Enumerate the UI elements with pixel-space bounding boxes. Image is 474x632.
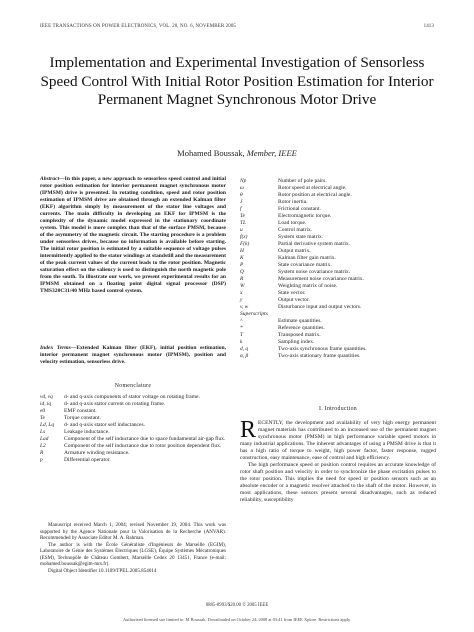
superscript-item	[240, 353, 436, 360]
nomenclature-desc: Partial derivative system matrix.	[278, 241, 351, 247]
nomenclature-item	[40, 394, 226, 401]
superscript-desc: Transposed matrix.	[278, 332, 321, 338]
nomenclature-desc: Kalman filter gain matrix.	[278, 255, 336, 261]
nomenclature-symbol: v, w	[240, 304, 249, 310]
nomenclature-desc: Armature winding resistance.	[64, 450, 130, 456]
nomenclature-desc: Number of pole pairs.	[278, 178, 327, 184]
nomenclature-item	[240, 255, 436, 262]
superscript-symbol: d, q	[240, 346, 249, 352]
nomenclature-symbol: Lad	[40, 436, 49, 442]
nomenclature-desc: Rotor inertia.	[278, 199, 308, 205]
nomenclature-desc: Leakage inductance.	[64, 429, 110, 435]
nomenclature-item	[40, 401, 226, 408]
nomenclature-symbol: L2	[40, 443, 46, 449]
nomenclature-desc: Torque constant.	[64, 415, 101, 421]
nomenclature-symbol: f	[240, 206, 242, 212]
author-name: Mohamed Boussak,	[177, 148, 245, 158]
nomenclature-item	[240, 185, 436, 192]
nomenclature-desc: Rotor position at electrical angle.	[278, 192, 352, 198]
nomenclature-desc: Disturbance input and output vectors.	[278, 304, 362, 310]
superscript-desc: Reference quantities.	[278, 325, 325, 331]
paper-title: Implementation and Experimental Investigation of Sensorless Speed Control With Initial Rotor Position Estimation for Interior Permanent Magnet Synchronous Motor Drive	[40, 54, 434, 109]
superscript-symbol: ^	[240, 318, 243, 324]
superscript-symbol: k	[240, 339, 243, 345]
dropcap-letter: R	[240, 417, 257, 443]
nomenclature-item	[40, 408, 226, 415]
nomenclature-item	[40, 422, 226, 429]
nomenclature-desc: d- and q-axis components of stator voltage on rotating frame.	[64, 394, 200, 400]
superscript-item	[240, 346, 436, 353]
nomenclature-symbol: Te	[240, 213, 245, 219]
footnote	[40, 522, 226, 574]
nomenclature-symbol: e0	[40, 408, 46, 414]
nomenclature-symbol: H	[240, 248, 244, 254]
introduction-paragraph-2: The high performance speed or position control requires an accurate knowledge of rotor shaft position and velocity in order to synchronize the phase excitation pulses to the rotor position. This implies the need for speed or position sensors such as an absolute encoder or a magnetic resolver attached to the shaft of the motor. However, in most applications, these sensors present several disadvantages, such as reduced reliability, susceptibility	[240, 462, 436, 503]
introduction-text-1: ECENTLY, the development and availability of very high energy permanent magnet materials has contributed to an increased use of the permanent magnet synchronous motor (PMSM) in high performance variable speed motors in many industrial applications. The inherent advantages of using a PMSM drive is that it has a high ratio of torque to weight, high power factor, faster response, rugged construction, easy maintenance, ease of control and high efficiency.	[240, 420, 436, 461]
introduction-paragraph-1	[240, 417, 436, 462]
nomenclature-desc: Output vector.	[278, 297, 310, 303]
nomenclature-symbol: id, iq	[40, 401, 52, 407]
abstract	[40, 176, 226, 295]
nomenclature-heading: Nomenclature	[114, 383, 152, 389]
footnote-doi: Digital Object Identifier 10.1109/TPEL.2005.854014	[48, 567, 157, 574]
nomenclature-item	[240, 213, 436, 220]
nomenclature-item	[240, 304, 436, 311]
nomenclature-desc: Output matrix.	[278, 248, 311, 254]
nomenclature-desc: Weighting matrix of noise.	[278, 283, 338, 289]
nomenclature-desc: Component of the self inductance due to rotor position dependent flux.	[64, 443, 222, 449]
nomenclature-symbol: x	[240, 290, 243, 296]
nomenclature-symbol: Ls	[40, 429, 46, 435]
nomenclature-desc: Electromagnetic torque.	[278, 213, 332, 219]
nomenclature-item	[40, 436, 226, 443]
nomenclature-desc: d- and q-axis stator self inductances.	[64, 422, 146, 428]
introduction-heading: I. Introduction	[319, 406, 357, 412]
author-line	[40, 148, 434, 158]
superscript-symbol: α, β	[240, 353, 249, 359]
footnote-affiliation: The author is with the École Généraliste d'Ingénieurs de Marseille (EGIM), Laboratoire de Génie des Systèmes Électriques (LGSE), Équipe Systèmes Mécatroniques (ESM), Technopôle de Château Gombert, Marseille Cedex 20 13451, France (e-mail: mohamed.boussak@egim-mrs.fr).	[40, 541, 226, 567]
nomenclature-symbol: f(x)	[240, 234, 248, 240]
nomenclature-desc: Measurement noise covariance matrix.	[278, 276, 364, 282]
nomenclature-item	[240, 178, 436, 185]
nomenclature-item	[240, 248, 436, 255]
abstract-text: In this paper, a new approach to sensorless speed control and initial rotor position estimation for interior permanent magnet synchronous motor (IPMSM) drive is presented. In rotating condition, speed and rotor position estimation of IPMSM drive are obtained through an extended Kalman filter (EKF) algorithm simply by measurement of the stator line voltages and currents. The main difficulty in developing an EKF for IPMSM is the complexity of the dynamic model expressed in the stationary coordinate system. This model is more complex than that of the surface PMSM, because of the asymmetry of the magnetic circuit. The starting procedure is a problem under sensorless drives, because no information is available before starting. The initial rotor position is estimated by a suitable sequence of voltage pulses intermittently applied to the stator windings at standstill and the measurement of the peak current values of the current leads to the rotor position. Magnetic saturation effect on the saliency is used to distinguish the north magnetic pole from the south. To illustrate our work, we present experimental results for an IPMSM obtained on a floating point digital signal processor (DSP) TMS320C31/40 MHz based control system.	[40, 176, 226, 294]
nomenclature-item	[240, 262, 436, 269]
nomenclature-desc: State vector.	[278, 290, 306, 296]
nomenclature-item	[240, 234, 436, 241]
nomenclature-desc: Differential operator.	[64, 457, 111, 463]
nomenclature-symbol: TL	[240, 220, 246, 226]
nomenclature-symbol: u	[240, 227, 243, 233]
license-notice: Authorized licensed use limited to: M Boussak. Downloaded on October 24, 2008 at 03:41 from IEEE Xplore. Restrictions apply.	[123, 617, 351, 622]
nomenclature-desc: Control matrix.	[278, 227, 313, 233]
nomenclature-item	[240, 220, 436, 227]
nomenclature-item	[40, 450, 226, 457]
nomenclature-symbol: Te	[40, 415, 45, 421]
nomenclature-desc: EMF constant.	[64, 408, 97, 414]
nomenclature-symbol: K	[240, 255, 244, 261]
nomenclature-item	[240, 227, 436, 234]
superscript-item	[240, 318, 436, 325]
nomenclature-symbol: p	[40, 457, 43, 463]
journal-info: IEEE TRANSACTIONS ON POWER ELECTRONICS, VOL. 20, NO. 6, NOVEMBER 2005	[40, 24, 237, 29]
nomenclature-desc: System state matrix.	[278, 234, 324, 240]
nomenclature-desc: State covariance matrix.	[278, 262, 332, 268]
nomenclature-desc: System noise covariance matrix.	[278, 269, 351, 275]
nomenclature-symbol: θ	[240, 192, 243, 198]
abstract-lead: Abstract—	[40, 176, 65, 182]
author-role: Member, IEEE	[246, 148, 297, 158]
superscript-symbol: T	[240, 332, 243, 338]
superscript-item	[240, 332, 436, 339]
nomenclature-symbol: W	[240, 283, 245, 289]
nomenclature-symbol: vd, vq	[40, 394, 53, 400]
superscripts-label: Superscripts	[240, 311, 268, 317]
nomenclature-desc: Frictional constant.	[278, 206, 321, 212]
nomenclature-symbol: Ld, Lq	[40, 422, 55, 428]
nomenclature-symbol: R	[240, 276, 244, 282]
nomenclature-symbol: ω	[240, 185, 244, 191]
copyright-line: 0885-8993/$20.00 © 2005 IEEE	[205, 603, 269, 608]
superscript-desc: Sampling index.	[278, 339, 315, 345]
superscript-desc: Two-axis stationary frame quantities.	[278, 353, 361, 359]
nomenclature-item	[240, 290, 436, 297]
index-terms-lead: Index Terms—	[40, 345, 77, 351]
nomenclature-symbol: R	[40, 450, 44, 456]
nomenclature-item	[240, 276, 436, 283]
index-terms-text: Extended Kalman filter (EKF), initial position estimation, interior permanent magnet synchronous motor (IPMSM), position and velocity estimation, sensorless drive.	[40, 345, 226, 365]
nomenclature-symbol: Q	[240, 269, 244, 275]
nomenclature-item	[240, 192, 436, 199]
nomenclature-symbol: y	[240, 297, 243, 303]
nomenclature-desc: d- and q-axis stator current on rotating frame.	[64, 401, 166, 407]
superscript-desc: Two-axis synchronous frame quantities.	[278, 346, 367, 352]
nomenclature-item	[240, 283, 436, 290]
nomenclature-item	[240, 297, 436, 304]
nomenclature-desc: Rotor speed at electrical angle.	[278, 185, 347, 191]
superscript-item	[240, 339, 436, 346]
superscript-symbol: *	[240, 325, 243, 331]
nomenclature-item	[40, 457, 226, 464]
nomenclature-item	[240, 241, 436, 248]
page-number: 1413	[423, 24, 434, 29]
nomenclature-symbol: J	[240, 199, 243, 205]
superscript-desc: Estimate quantities.	[278, 318, 322, 324]
nomenclature-item	[40, 443, 226, 450]
nomenclature-symbol: P	[240, 262, 244, 268]
nomenclature-right-list	[240, 178, 436, 360]
nomenclature-item	[240, 206, 436, 213]
nomenclature-item	[40, 415, 226, 422]
nomenclature-item	[40, 429, 226, 436]
nomenclature-symbol: F(k)	[240, 241, 250, 247]
nomenclature-symbol: Np	[240, 178, 247, 184]
nomenclature-item	[240, 199, 436, 206]
index-terms	[40, 345, 226, 366]
running-header	[40, 24, 434, 29]
nomenclature-left-list	[40, 394, 226, 464]
nomenclature-desc: Load torque.	[278, 220, 307, 226]
superscript-item	[240, 325, 436, 332]
footnote-manuscript: Manuscript received March 1, 2004; revised November 19, 2004. This work was supported by the Agence Nationale pour la Valorisation de la Recherche (ANVAR). Recommended by Associate Editor M. A. Rahman.	[40, 522, 226, 541]
nomenclature-desc: Component of the self inductance due to space fundamental air-gap flux.	[64, 436, 226, 442]
introduction-body	[240, 417, 436, 504]
nomenclature-item	[240, 269, 436, 276]
